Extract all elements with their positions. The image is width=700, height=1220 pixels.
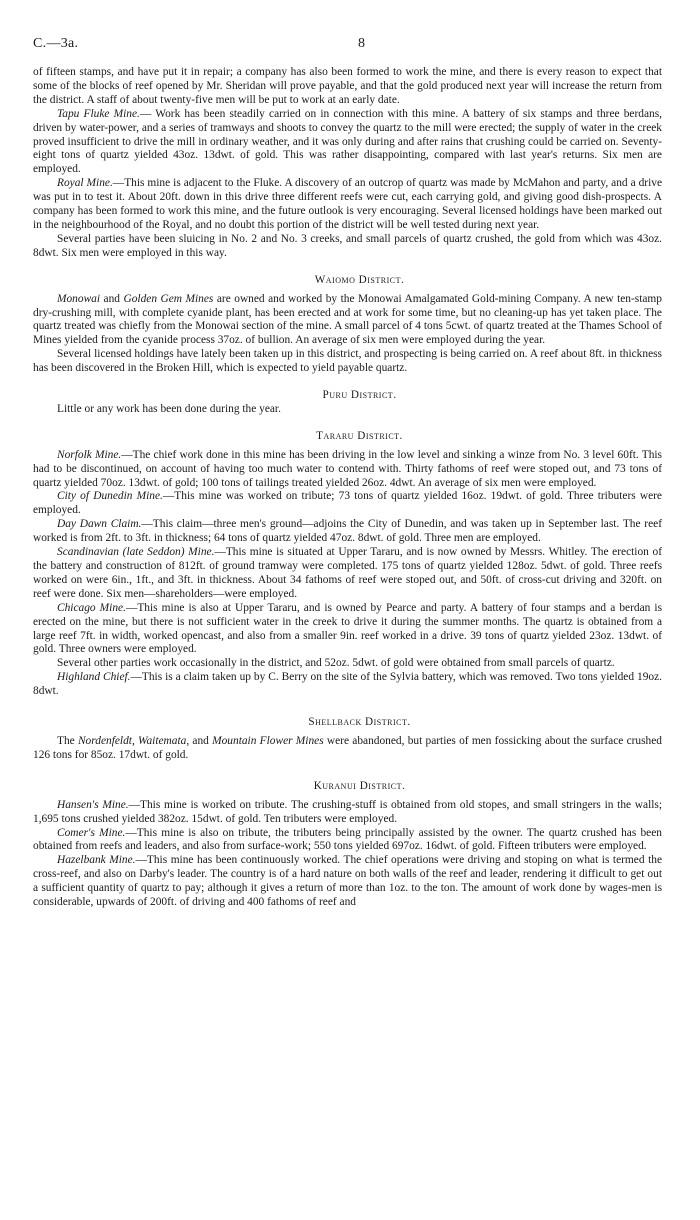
mine-name: Royal Mine. [57,177,113,190]
paragraph [33,66,662,108]
mine-name: Scandinavian (late Seddon) Mine. [57,546,215,559]
paragraph-text: —This mine is also on tribute, the tributers being principally assisted by the owner. The quartz crushed has been obtained from reefs and leaders, and also from surface-work; 550 tons yielded 697oz. 16dwt. of gold. Fifteen tributers were employed. [33,826,662,853]
paragraph-text: of fifteen stamps, and have put it in repair; a company has also been formed to work the mine, and there is every reason to expect that some of the blocks of reef opened by Mr. Sheridan will prove payable, and that the gold produced next year will increase the return from the district. A staff of about twenty-five men will be put to work at an early date. [33,66,662,106]
mine-name: City of Dunedin Mine. [57,490,163,503]
section-heading: Shellback District. [308,716,411,729]
paragraph [33,177,662,233]
paragraph [33,827,662,855]
paragraph [33,233,662,261]
mine-name: Tapu Fluke Mine. [57,107,140,120]
paragraph [33,735,662,763]
section-heading: Puru District. [322,389,397,402]
mine-name: Hansen's Mine. [57,798,129,811]
paragraph-text: —The chief work done in this mine has been driving in the low level and sinking a winze from No. 3 level 60ft. This had to be discontinued, on account of having too much water to contend with. Thirty fathoms of reef were stoped out, and 73 tons of quartz yielded 70oz. 13dwt. of gold; 100 tons of tailings treated yielded 26oz. 4dwt. An average of six men were employed. [33,448,662,489]
paragraph [33,449,662,491]
paragraph [33,671,662,699]
paragraph-text: — Work has been steadily carried on in connection with this mine. A battery of six stamps and three berdans, driven by water-power, and a series of tramways and shoots to convey the quartz to the mill were erected; the supply of water in the creek proved insufficient to drive the mill in ordinary weather, and it was only during and after rains that crushing could be carried on. Seventy-eight tons of quartz yielded 43oz. 13dwt. of gold. This was rather disappointing, compared with last year's returns. Six men are employed. [33,107,662,176]
paragraph-text: —This mine is also at Upper Tararu, and is owned by Pearce and party. A battery of four stamps and a berdan is erected on the mine, but there is not sufficient water in the creek to drive it during the summer months. The quartz is obtained from a large reef 7ft. in width, worked opencast, and also from a smaller 9in. reef worked in a drive. 39 tons of quartz yielded 23oz. 13dwt. of gold. Three owners were employed. [33,601,663,656]
paragraph [33,108,662,178]
document-body [33,66,662,910]
paragraph-text: —This mine is situated at Upper Tararu, and is now owned by Messrs. Whitley. The erection of the battery and construction of 812ft. of ground tramway were completed. 175 tons of quartz yielded 128oz. 5dwt. of gold. Three reefs worked on were 6in., 1ft., and 3ft. in thickness. About 34 fathoms of reef were stoped out, and 50ft. of cross-cut driving and 320ft. on reef were done. Six men—shareholders—were employed. [33,546,662,600]
paragraph [33,602,662,658]
paragraph-text: were abandoned, but parties of men fossicking about the surface crushed 126 tons for 85oz. 17dwt. of gold. [33,734,662,761]
document-reference: C.—3a. [33,36,79,51]
paragraph-text: Several other parties work occasionally in the district, and 52oz. 5dwt. of gold were obtained from small parcels of quartz. [57,657,615,670]
paragraph [33,403,662,417]
mine-name: Day Dawn Claim. [57,518,142,531]
paragraph-text: are owned and worked by the Monowai Amalgamated Gold-mining Company. A new ten-stamp dry-crushing mill, with complete cyanide plant, has been erected and at work for some time, but no cleaning-up has yet taken place. The quartz treated was chiefly from the Monowai section of the mine. A small parcel of 4 tons 5cwt. of quartz treated at the Thames School of Mines yielded from the cyanide process 37oz. of bullion. An average of six men were employed during the year. [33,292,662,347]
paragraph [33,854,662,910]
paragraph-text: —This mine was worked on tribute; 73 tons of quartz yielded 16oz. 19dwt. of gold. Three tributers were employed. [33,490,662,517]
paragraph [33,799,662,827]
mine-name: Nordenfeldt, Waitemata, [77,734,190,747]
paragraph-text: Several licensed holdings have lately been taken up in this district, and prospecting is being carried on. A reef about 8ft. in thickness has been discovered in the Broken Hill, which is expected to yield payable quartz. [33,348,662,375]
paragraph-text: —This is a claim taken up by C. Berry on the site of the Sylvia battery, which was removed. Two tons yielded 19oz. 8dwt. [33,671,662,698]
mine-name: Monowai [57,292,101,305]
paragraph [33,490,662,518]
paragraph-text: Several parties have been sluicing in No. 2 and No. 3 creeks, and small parcels of quartz crushed, the gold from which was 43oz. 8dwt. Six men were employed in this way. [33,232,662,259]
paragraph [33,518,662,546]
paragraph-text: The [57,734,78,747]
paragraph-text: and [100,292,124,305]
mine-name: Norfolk Mine. [57,448,122,461]
paragraph-text: —This mine has been continuously worked. The chief operations were driving and stoping on what is termed the cross-reef, and also on Darby's leader. The country is of a hard nature on both walls of the reef and leader, rendering it difficult to get out a sufficient quantity of quartz to pay; although it gives a return of more than 1oz. to the ton. The amount of work done by wages-men is considerable, upwards of 200ft. of driving and 400 fathoms of reef and [33,854,662,909]
paragraph-text: Little or any work has been done during the year. [57,402,281,415]
paragraph-text: —This mine is adjacent to the Fluke. A discovery of an outcrop of quartz was made by McMahon and party, and a drive was put in to test it. About 20ft. down in this drive three different reefs were cut, each carrying gold, and giving good dish-prospects. A company has been formed to work this mine, and the future outlook is very encouraging. Several licensed holdings have been marked out in the neighbourhood of the Royal, and no doubt this portion of the district will be well tested during next year. [33,177,663,231]
section-heading: Tararu District. [316,429,403,442]
mine-name: Comer's Mine. [57,826,126,839]
mine-name: Hazelbank Mine. [57,854,136,867]
section-heading: Kuranui District. [313,779,406,792]
paragraph-text: —This claim—three men's ground—adjoins the City of Dunedin, and was taken up in September last. The reef worked is from 2ft. to 3ft. in thickness; 64 tons of quartz yielded 47oz. 8dwt. of gold. Three men are employed. [33,518,662,545]
mine-name: Highland Chief. [57,671,131,684]
running-head [33,36,662,62]
paragraph [33,293,662,349]
page-number: 8 [358,36,365,51]
paragraph [33,348,662,376]
section-heading: Waiomo District. [314,273,405,286]
paragraph [33,546,662,602]
paragraph-text: —This mine is worked on tribute. The crushing-stuff is obtained from old stopes, and small stringers in the walls; 1,695 tons crushed yielded 382oz. 15dwt. of gold. Ten tributers were employed. [33,798,662,825]
mine-name: Mountain Flower Mines [212,734,324,747]
paragraph [33,657,662,671]
paragraph-text: and [189,734,213,747]
mine-name: Chicago Mine. [57,601,126,614]
mine-name: Golden Gem Mines [123,292,214,305]
